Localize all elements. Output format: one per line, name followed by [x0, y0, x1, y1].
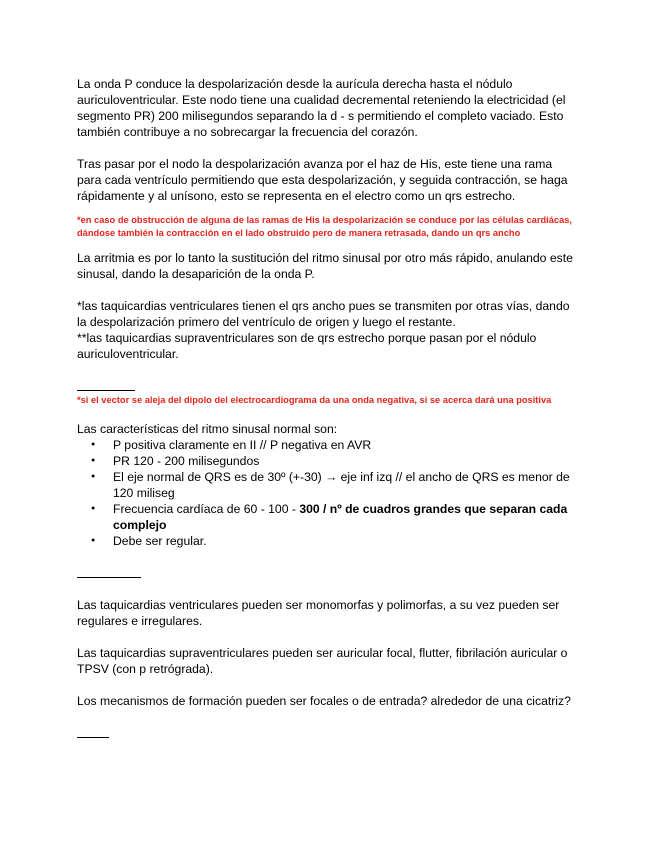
list-item-bold-text: 300 / nº de cuadros grandes que separan cada complejo [113, 502, 568, 532]
paragraph-arrhythmia: La arritmia es por lo tanto la sustitución del ritmo sinusal por otro más rápido, anulando este sinusal, dando la desaparición de la onda P. [77, 251, 573, 281]
paragraph-supraventricular-tachycardias: Las taquicardias supraventriculares pueden ser auricular focal, flutter, fibrilación auricular o TPSV (con p retrógrada). [77, 646, 568, 676]
document-body [77, 76, 574, 741]
list-item-text: Frecuencia cardíaca de 60 - 100 - [113, 502, 300, 516]
paragraph-ventricular-note: *las taquicardias ventriculares tienen el qrs ancho pues se transmiten por otras vías, dando la despolarización primero del ventrículo de origen y luego el restante. [77, 299, 570, 329]
note-his-obstruction: *en caso de obstrucción de alguna de las ramas de His la despolarización se conduce por las células cardiácas, dándose también la contracción en el lado obstruido pero de manera retrasada, dando un qrs ancho [77, 215, 572, 238]
list-item [113, 501, 574, 533]
list-item: ● P positiva claramente en II // P negativa en AVR [113, 437, 574, 453]
paragraph-mechanisms: Los mecanismos de formación pueden ser focales o de entrada? alrededor de una cicatriz? [77, 694, 571, 708]
separator-line-3 [77, 725, 574, 741]
note-vector: *si el vector se aleja del dipolo del electrocardiograma da una onda negativa, si se acerca dará una positiva [77, 395, 552, 405]
paragraph-p-wave: La onda P conduce la despolarización desde la aurícula derecha hasta el nódulo auriculoventricular. Este nodo tiene una cualidad decremental reteniendo la electricidad (el segmento PR) 200 milisegundos separando la d - s permitiendo el completo vaciado. Esto también contribuye a no sobrecargar la frecuencia del corazón. [77, 77, 566, 139]
paragraph-ventricular-tachycardias: Las taquicardias ventriculares pueden ser monomorfas y polimorfas, a su vez pueden ser regulares e irregulares. [77, 598, 560, 628]
sinus-rhythm-list [77, 437, 574, 549]
paragraph-supraventricular-note: **las taquicardias supraventriculares son de qrs estrecho porque pasan por el nódulo auriculoventricular. [77, 331, 537, 361]
separator-line-1 [77, 378, 574, 394]
separator-line-2 [77, 565, 574, 581]
list-item: ● PR 120 - 200 milisegundos [113, 453, 574, 469]
list-item: ● Debe ser regular. [113, 533, 574, 549]
paragraph-his-bundle: Tras pasar por el nodo la despolarización avanza por el haz de His, este tiene una rama para cada ventrículo permitiendo que esta despolarización, y seguida contracción, se haga rápidamente y al unísono, esto se representa en el electro como un qrs estrecho. [77, 157, 568, 203]
list-item: ● El eje normal de QRS es de 30º (+-30) → eje inf izq // el ancho de QRS es menor de 120 miliseg [113, 469, 574, 501]
sinus-rhythm-heading: Las características del ritmo sinusal normal son: [77, 422, 338, 436]
